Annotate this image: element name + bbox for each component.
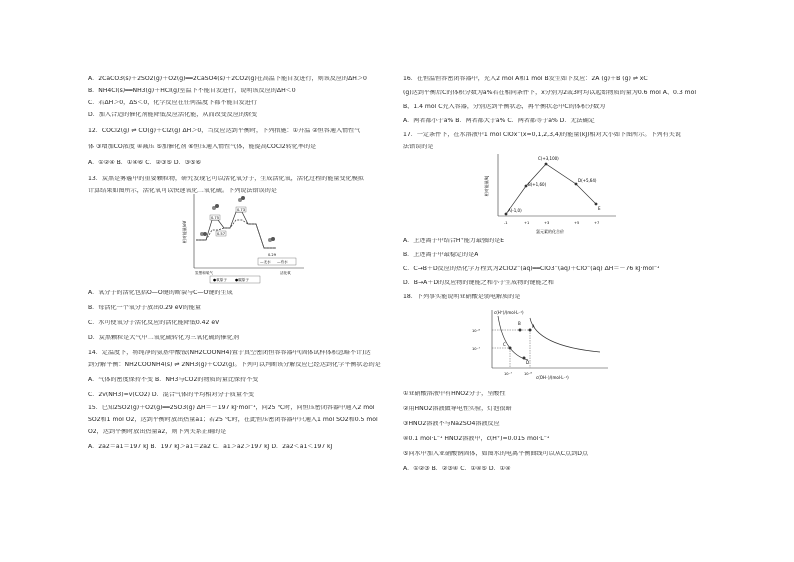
q17-x-tick-1: -1 <box>504 221 508 225</box>
q17-x-tick-3: +3 <box>544 221 550 225</box>
q13-value-3: 0.73 <box>237 208 246 212</box>
q17-label-b: B(+1,60) <box>528 182 547 187</box>
molecule-icon <box>215 204 219 208</box>
q13-value-2: 0.57 <box>217 232 226 236</box>
q16-stem-2: (g)达到平衡后C的体积分数为a%若在相同条件下，x分别为2或3时均以起始物质的量为0.6 mol A、0.3 mol <box>403 90 697 96</box>
q13-atom-carbon: ●碳原子 <box>235 278 249 282</box>
q17-x-tick-4: +5 <box>574 221 580 225</box>
q17-x-tick-5: +7 <box>594 221 600 225</box>
q14-stem-2: 到分解平衡：NH2COONH4(s) ⇌ 2NH3(g)＋CO2(g)。下列可以判断该分解反应已经达到化学平衡状态的是 <box>88 362 381 368</box>
q17-line <box>506 164 596 214</box>
q18-item-1: ①亚硝酸溶液中有HNO2分子，呈酸性 <box>403 391 506 397</box>
q12-stem: 12．COCl2(g) ⇌ CO(g)＋Cl2(g) ΔH＞0，当反应达到平衡时，下列措施：①升温 ②恒容通入惰性气 <box>88 128 361 134</box>
q13-energy-diagram <box>180 190 310 285</box>
q18-item-3: ③HNO2溶液不与Na2SO4溶液反应 <box>403 421 500 427</box>
q18-x-tick-low: 10⁻⁷ <box>504 372 512 376</box>
q12-stem-2: 体 ③增加CO浓度 ④减压 ⑤加催化剂 ⑥恒压通入惰性气体，能提高COCl2转化率的是 <box>88 144 317 150</box>
q17-label-c: C(+3,100) <box>538 156 559 161</box>
q17-stem-2: 法错误的是 <box>403 144 434 150</box>
q18-item-4: ④0.1 mol·L⁻¹ HNO2溶液中，c(H⁺)=0.015 mol·L⁻¹ <box>403 436 550 442</box>
q18-point-b <box>519 329 522 332</box>
q17-x-label: 氯元素的化合价 <box>536 229 564 234</box>
q18-y-label: c(H⁺)/(mol·L⁻¹) <box>494 310 524 315</box>
q17-stem: 17．一定条件下，在水溶液中1 mol ClOx⁻(x=0,1,2,3,4)的能量(kJ)相对大小如下图所示。下列有关说 <box>403 132 681 138</box>
q14-options-ab: A．气体的密度保持不变 B．NH3与CO2的物质的量比保持不变 <box>88 377 259 383</box>
molecule-icon <box>203 232 207 236</box>
q12-options: A．①②④ B．①④⑥ C．②③⑤ D．③⑤⑥ <box>88 160 202 166</box>
q18-curve-2 <box>530 318 600 352</box>
q18-item-2: ②用HNO2溶液做导电性实验，灯泡很暗 <box>403 406 512 412</box>
q13-value-4: 0.29 <box>268 253 277 257</box>
q18-item-5: ⑤向水中加入亚硝酸钠固体，如图水的电离平衡曲线可以从C点到D点 <box>403 451 589 457</box>
q13-option-a: A．氧分子的活化包括O—O键的断裂与C—O键的生成 <box>88 290 233 296</box>
q13-value-1: 0.75 <box>211 216 220 220</box>
q13-legend-water: —有水 <box>277 260 288 264</box>
q18-x-tick-high: 10⁻⁶ <box>524 372 532 376</box>
q17-label-d: D(+5,64) <box>578 178 597 183</box>
q15-stem-2: SO2和1 mol O2，达到平衡时放出热量a1；若25 ℃时，在此恒压密闭容器中只通入1 mol SO2和0.5 mol <box>88 417 378 423</box>
q17-point-c <box>545 163 548 166</box>
q18-curve-1 <box>498 316 528 360</box>
q13-option-d: D．炭黑颗粒是大气中二氧化硫转化为三氧化硫的催化剂 <box>88 335 239 341</box>
q13-atom-oxygen: ●氧原子 <box>213 278 227 282</box>
q17-point-e <box>595 203 598 206</box>
q14-stem: 14．定温度下，将纯净的氨基甲酸铵(NH2COONH4)置于真空密闭恒容容器中(固体试样体积忽略不计)达 <box>88 350 371 356</box>
q13-option-b: B．每活化一个氧分子放出0.29 eV的能量 <box>88 305 201 311</box>
q11-option-b: B．NH4Cl(s)══NH3(g)＋HCl(g)室温下不能自发进行，说明该反应的ΔH＜0 <box>88 88 296 94</box>
q18-x-label: c(OH⁻)/(mol·L⁻¹) <box>536 375 569 380</box>
q18-y-tick-low: 10⁻⁷ <box>472 347 480 351</box>
q13-stem-2: 计算结果如图所示，活化氧可以快速氧化二氧化硫。下列说法错误的是 <box>88 188 277 194</box>
q18-y-tick-high: 10⁻⁶ <box>472 329 480 333</box>
q17-point-b <box>525 185 528 188</box>
q17-option-a: A．上述离子中结合H⁺能力最强的是E <box>403 238 505 244</box>
q17-label-e: E <box>598 206 601 211</box>
q14-options-cd: C．2v(NH3)=v(CO2) D．混合气体的平均相对分子质量不变 <box>88 392 255 398</box>
q18-water-ionization-chart <box>468 306 618 386</box>
q17-x-tick-2: +1 <box>524 221 530 225</box>
q17-point-d <box>575 183 578 186</box>
q18-options: A．①②③ B．②③④ C．①④⑤ D．①④ <box>403 466 511 472</box>
q18-label-b: B <box>518 321 521 326</box>
molecule-icon <box>241 196 245 200</box>
q17-energy-chart <box>476 150 626 236</box>
q16-options: A．两者都小于a% B．两者都大于a% C．两者都等于a% D．无法确定 <box>403 118 595 124</box>
q16-stem: 16．在恒温恒容密闭容器中，充入2 mol A和1 mol B发生如下反应：2A (g)＋B (g) ⇌ xC <box>403 76 648 82</box>
q13-stem: 13．炭黑是雾霾中的重要颗粒物，研究发现它可以活化氧分子，生成活化氧，活化过程的能量变化模拟 <box>88 176 364 182</box>
q13-legend-no-water: —无水 <box>260 260 271 264</box>
q18-point-c <box>509 347 512 350</box>
q13-x-label-end: 活化氧 <box>280 271 291 275</box>
q11-option-a: A．2CaCO3(s)＋2SO2(g)＋O2(g)══2CaSO4(s)＋2CO2(g)在高温下能自发进行，则该反应的ΔH＞0 <box>88 76 367 82</box>
q18-label-d: D <box>526 360 530 365</box>
q17-option-b: B．上述离子中最稳定的是A <box>403 252 479 258</box>
q13-x-label-start: 炭黑和氧气 <box>195 271 213 275</box>
q17-option-c: C．C→B＋D反应的热化学方程式为2ClO2⁻(aq)══ClO3⁻(aq)＋ClO⁻(aq) ΔH＝－76 kJ·mol⁻¹ <box>403 266 660 272</box>
q18-label-c: C <box>503 342 506 347</box>
q18-stem: 18．下列事实能说明亚硝酸是弱电解质的是 <box>403 294 521 300</box>
q17-y-label: 相对能量/kJ <box>484 175 489 197</box>
q13-option-c: C．水可使氧分子活化反应的活化能降低0.42 eV <box>88 320 220 326</box>
q18-label-a: A <box>532 324 535 329</box>
q13-curve-no-water <box>196 212 276 248</box>
q16-stem-3: B、1.4 mol C充入容器，分别达到平衡状态，再平衡状态中C的体积分数为 <box>403 104 606 110</box>
q13-y-label: 相对能量/eV <box>182 220 187 244</box>
q15-stem-3: O2，达到平衡时放出热量a2，则下列关系正确的是 <box>88 429 227 435</box>
q17-option-d: D．B→A＋D的反应物的键能之和小于生成物的键能之和 <box>403 280 554 286</box>
q17-label-a: A(-1,0) <box>508 208 522 213</box>
q15-stem: 15．已知2SO2(g)＋O2(g)══2SO3(g) ΔH＝－197 kJ·mol⁻¹，向25 ℃时，向恒压密闭容器中通入2 mol <box>88 405 375 411</box>
q11-option-d: D．加入合适的催化剂能降低反应活化能，从而改变反应的焓变 <box>88 112 258 118</box>
molecule-icon <box>271 237 275 241</box>
q17-point-a <box>505 213 508 216</box>
q15-options: A．2a2＝a1＝197 kJ B．197 kJ＞a1＝2a2 C．a1＞a2＞197 kJ D．2a2＜a1＜197 kJ <box>88 444 333 450</box>
q11-option-c: C．若ΔH＞0，ΔS＜0，化学反应在任何温度下都不能自发进行 <box>88 100 257 106</box>
